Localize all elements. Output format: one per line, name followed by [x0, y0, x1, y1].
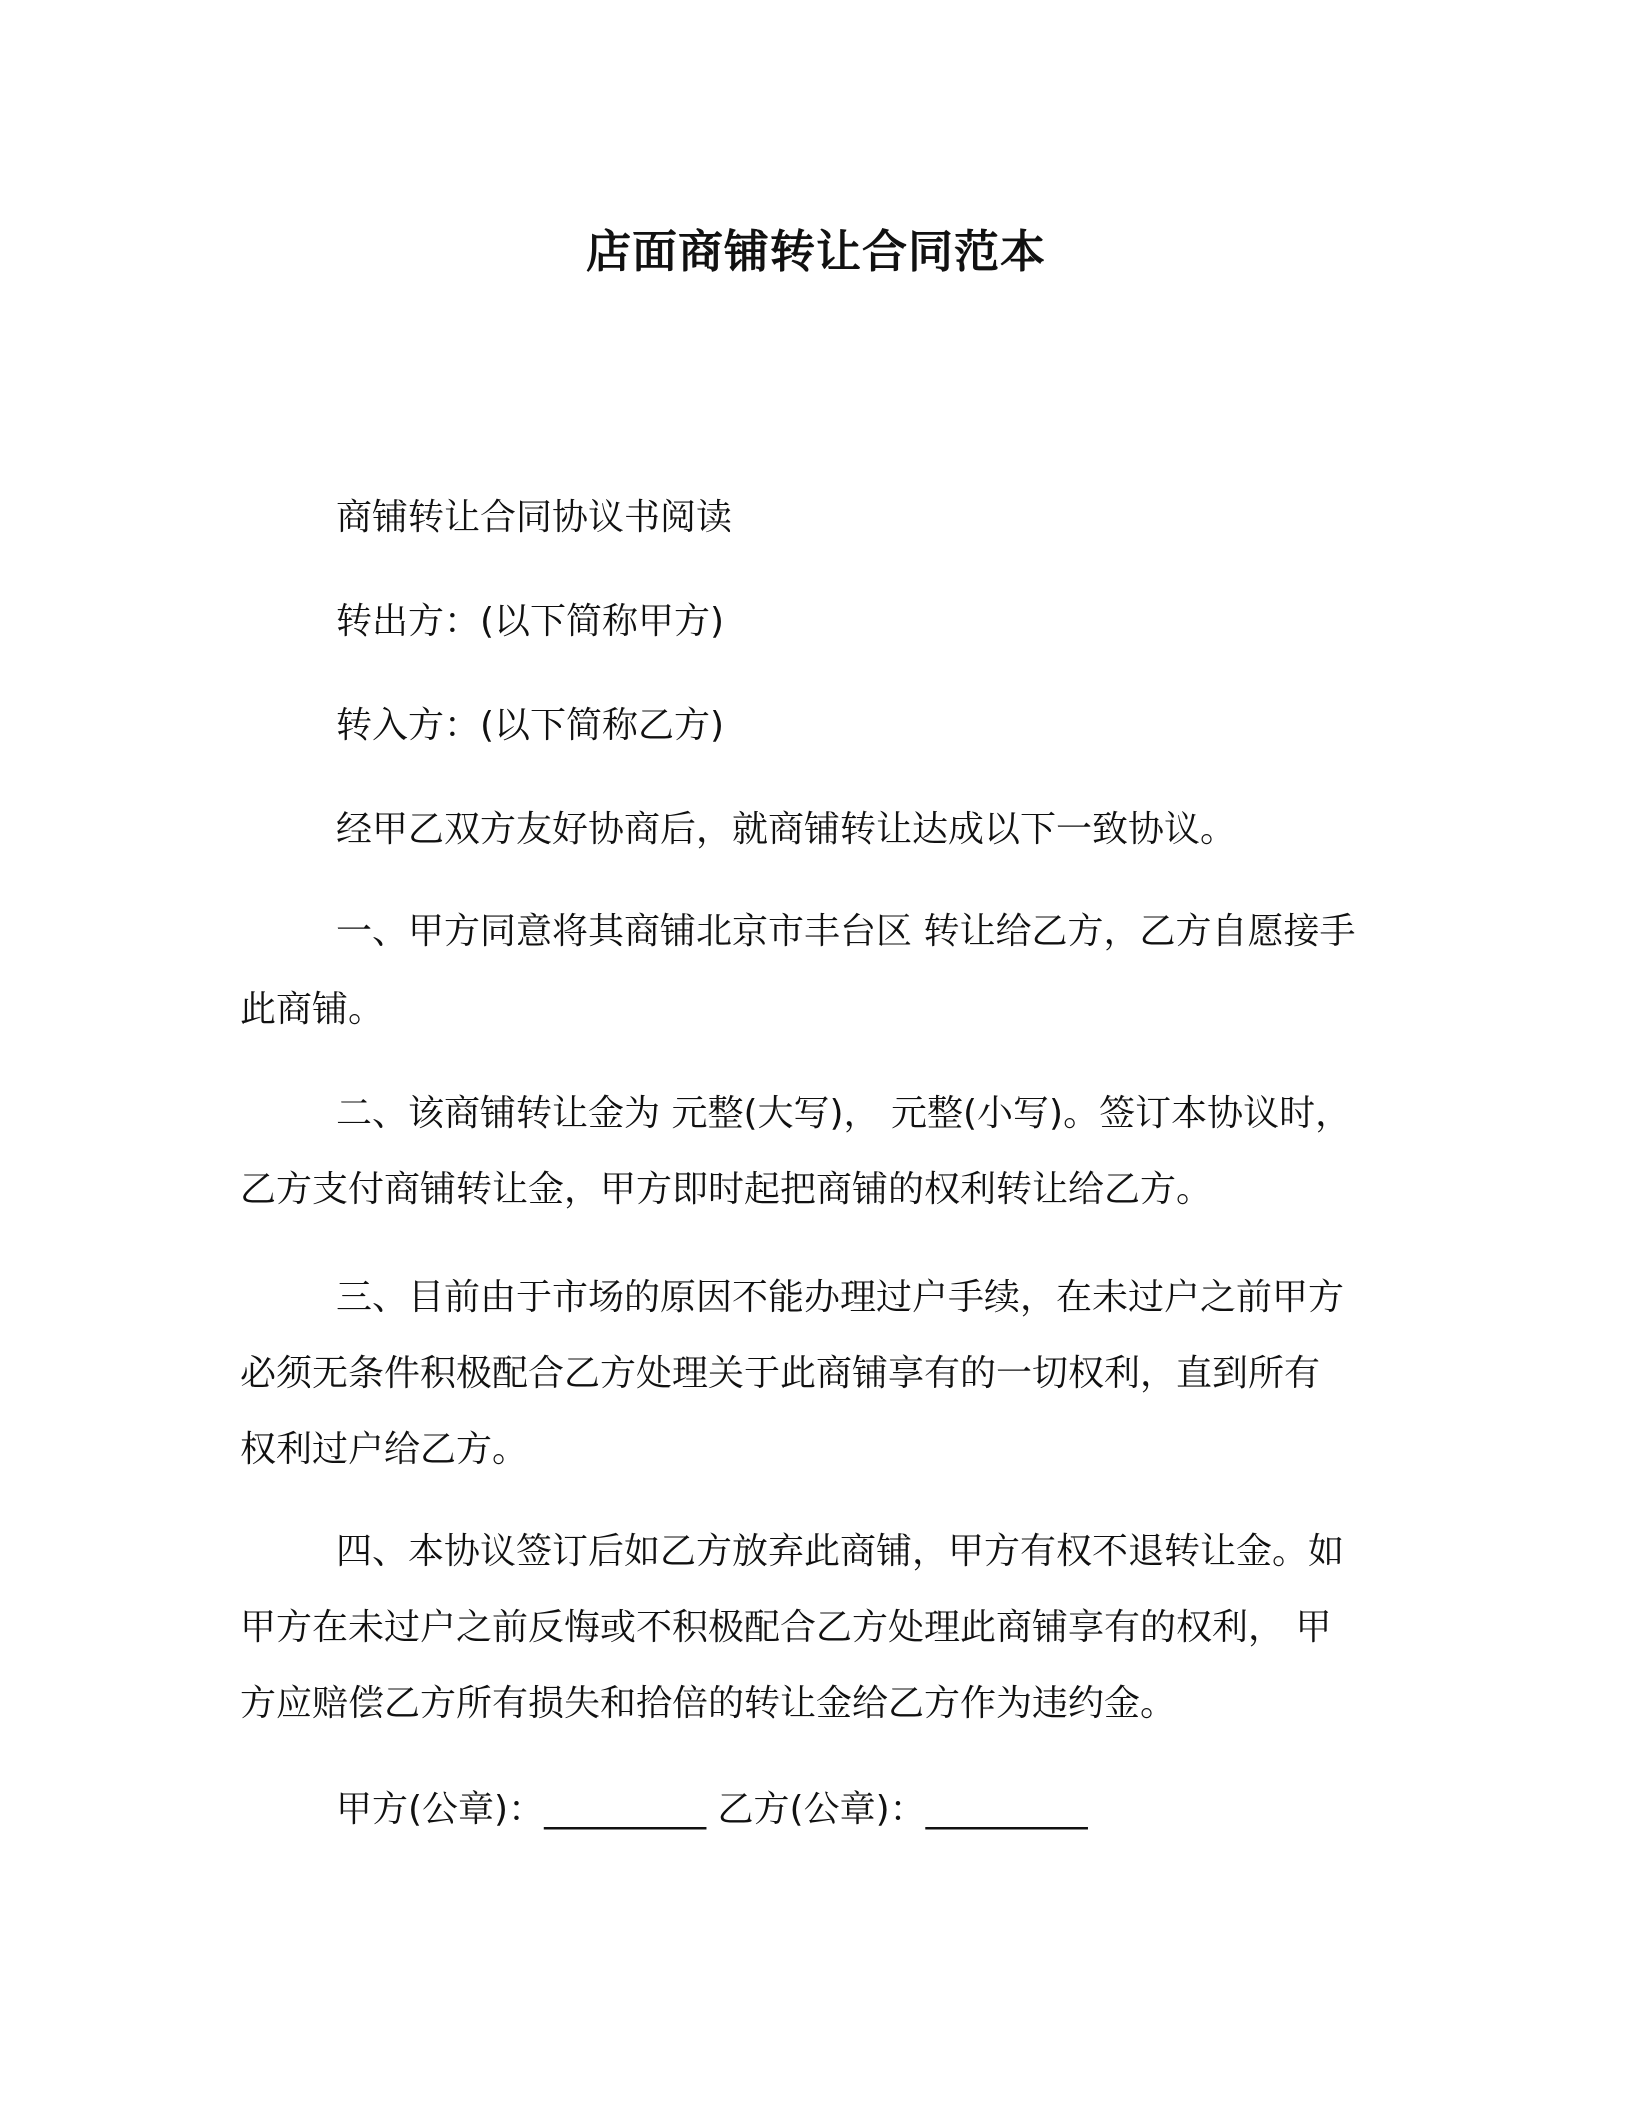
clause-3-line-1: 三、目前由于市场的原因不能办理过户手续，在未过户之前甲方: [336, 1277, 1345, 1318]
agreement-intro: 经甲乙双方友好协商后，就商铺转让达成以下一致协议。: [336, 809, 1237, 850]
heading-line: 商铺转让合同协议书阅读: [336, 497, 733, 538]
clause-2-line-1: 二、该商铺转让金为 元整(大写)， 元整(小写)。签订本协议时，: [336, 1093, 1352, 1134]
transferor-line: 转出方：(以下简称甲方): [336, 601, 725, 642]
clause-4-line-2: 甲方在未过户之前反悔或不积极配合乙方处理此商铺享有的权利， 甲: [240, 1607, 1332, 1648]
clause-4-line-3: 方应赔偿乙方所有损失和拾倍的转让金给乙方作为违约金。: [240, 1683, 1177, 1724]
clause-1-line-2: 此商铺。: [240, 989, 385, 1030]
clause-3-line-2: 必须无条件积极配合乙方处理关于此商铺享有的一切权利，直到所有: [240, 1353, 1321, 1394]
clause-4-line-1: 四、本协议签订后如乙方放弃此商铺，甲方有权不退转让金。如: [336, 1531, 1345, 1572]
document-title: 店面商铺转让合同范本: [585, 225, 1046, 278]
clause-1-line-1: 一、甲方同意将其商铺北京市丰台区 转让给乙方，乙方自愿接手: [336, 911, 1356, 952]
transferee-line: 转入方：(以下简称乙方): [336, 705, 725, 746]
signature-line: 甲方(公章)：_________ 乙方(公章)：_________: [336, 1789, 1088, 1830]
clause-2-line-2: 乙方支付商铺转让金，甲方即时起把商铺的权利转让给乙方。: [240, 1169, 1213, 1210]
clause-3-line-3: 权利过户给乙方。: [240, 1429, 529, 1470]
